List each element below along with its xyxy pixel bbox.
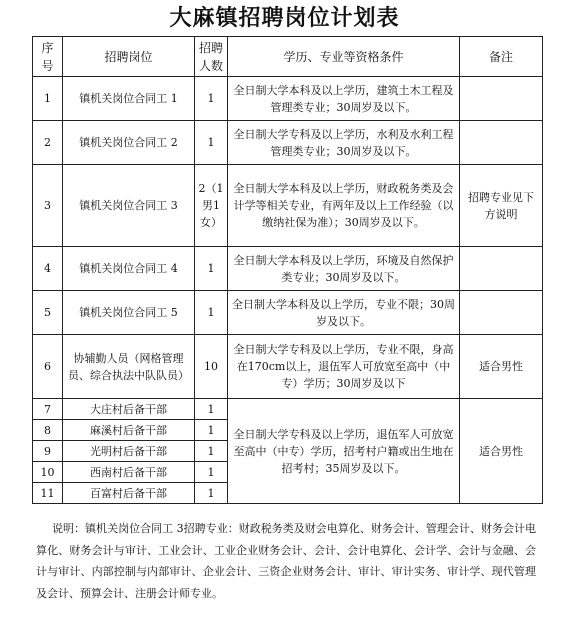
cell-count: 1	[195, 420, 228, 441]
cell-remarks-empty	[460, 291, 543, 335]
explanation-note	[36, 518, 536, 604]
cell-position: 协辅勤人员（网格管理员、综合执法中队队员）	[63, 335, 195, 399]
cell-position: 光明村后备干部	[63, 441, 195, 462]
cell-remarks-villages: 适合男性	[460, 399, 543, 504]
cell-seq: 4	[33, 247, 63, 291]
cell-seq: 6	[33, 335, 63, 399]
cell-conditions: 全日制大学专科及以上学历，专业不限，身高在170cm以上，退伍军人可放宽至高中（中专）学历；30周岁及以下	[228, 335, 460, 399]
table-row	[33, 335, 543, 399]
note-label: 说明：	[52, 522, 86, 535]
cell-remarks-empty	[460, 121, 543, 165]
cell-conditions: 全日制大学本科及以上学历，建筑土木工程及管理类专业；30周岁及以下。	[228, 77, 460, 121]
table-row	[33, 399, 543, 420]
cell-seq: 1	[33, 77, 63, 121]
cell-position: 西南村后备干部	[63, 462, 195, 483]
cell-seq: 9	[33, 441, 63, 462]
header-remarks: 备注	[460, 37, 543, 77]
cell-seq: 5	[33, 291, 63, 335]
page-title: 大麻镇招聘岗位计划表	[169, 6, 400, 31]
table-header-row	[33, 37, 543, 77]
header-seq: 序号	[33, 37, 63, 77]
table-row	[33, 165, 543, 247]
cell-conditions: 全日制大学专科及以上学历，水利及水利工程管理类专业；30周岁及以下。	[228, 121, 460, 165]
note-text: 镇机关岗位合同工 3招聘专业：财政税务类及财会电算化、财务会计、管理会计、财务会计电算化、财务会计与审计、工业会计、工业企业财务会计、会计、会计电算化、会计学、会计与金融、会计与审计、内部控制与内部审计、企业会计、三资企业财务会计、审计、审计实务、审计学、现代管理及会计、预算会计、注册会计师专业。	[36, 522, 537, 600]
cell-position: 镇机关岗位合同工 5	[63, 291, 195, 335]
cell-remarks: 适合男性	[460, 335, 543, 399]
header-count: 招聘人数	[195, 37, 228, 77]
cell-position: 镇机关岗位合同工 3	[63, 165, 195, 247]
cell-seq: 8	[33, 420, 63, 441]
cell-count: 1	[195, 399, 228, 420]
cell-conditions-villages: 全日制大学专科及以上学历，退伍军人可放宽至高中（中专）学历，招考村户籍或出生地在招考村；35周岁及以下。	[228, 399, 460, 504]
header-conditions: 学历、专业等资格条件	[228, 37, 460, 77]
recruitment-table	[32, 36, 543, 504]
cell-seq: 11	[33, 483, 63, 504]
cell-count: 1	[195, 441, 228, 462]
cell-conditions: 全日制大学本科及以上学历，环境及自然保护类专业；30周岁及以下。	[228, 247, 460, 291]
cell-count: 1	[195, 483, 228, 504]
cell-seq: 2	[33, 121, 63, 165]
cell-count: 1	[195, 247, 228, 291]
cell-position: 镇机关岗位合同工 4	[63, 247, 195, 291]
cell-conditions: 全日制大学本科及以上学历，专业不限；30周岁及以下。	[228, 291, 460, 335]
cell-position: 大庄村后备干部	[63, 399, 195, 420]
cell-position: 镇机关岗位合同工 2	[63, 121, 195, 165]
cell-count: 1	[195, 291, 228, 335]
table-row	[33, 291, 543, 335]
cell-count: 10	[195, 335, 228, 399]
cell-count: 1	[195, 462, 228, 483]
table-row	[33, 77, 543, 121]
table-row	[33, 247, 543, 291]
cell-count: 1	[195, 77, 228, 121]
cell-position: 麻溪村后备干部	[63, 420, 195, 441]
cell-seq: 3	[33, 165, 63, 247]
cell-seq: 7	[33, 399, 63, 420]
cell-remarks-empty	[460, 77, 543, 121]
cell-count: 1	[195, 121, 228, 165]
header-position: 招聘岗位	[63, 37, 195, 77]
cell-count: 2（1男1女）	[195, 165, 228, 247]
cell-position: 镇机关岗位合同工 1	[63, 77, 195, 121]
cell-conditions: 全日制大学本科及以上学历，财政税务类及会计学等相关专业，有两年及以上工作经验（以缴纳社保为准）；30周岁及以下。	[228, 165, 460, 247]
cell-remarks: 招聘专业见下方说明	[460, 165, 543, 247]
table-row	[33, 121, 543, 165]
cell-remarks-empty	[460, 247, 543, 291]
cell-position: 百富村后备干部	[63, 483, 195, 504]
cell-seq: 10	[33, 462, 63, 483]
